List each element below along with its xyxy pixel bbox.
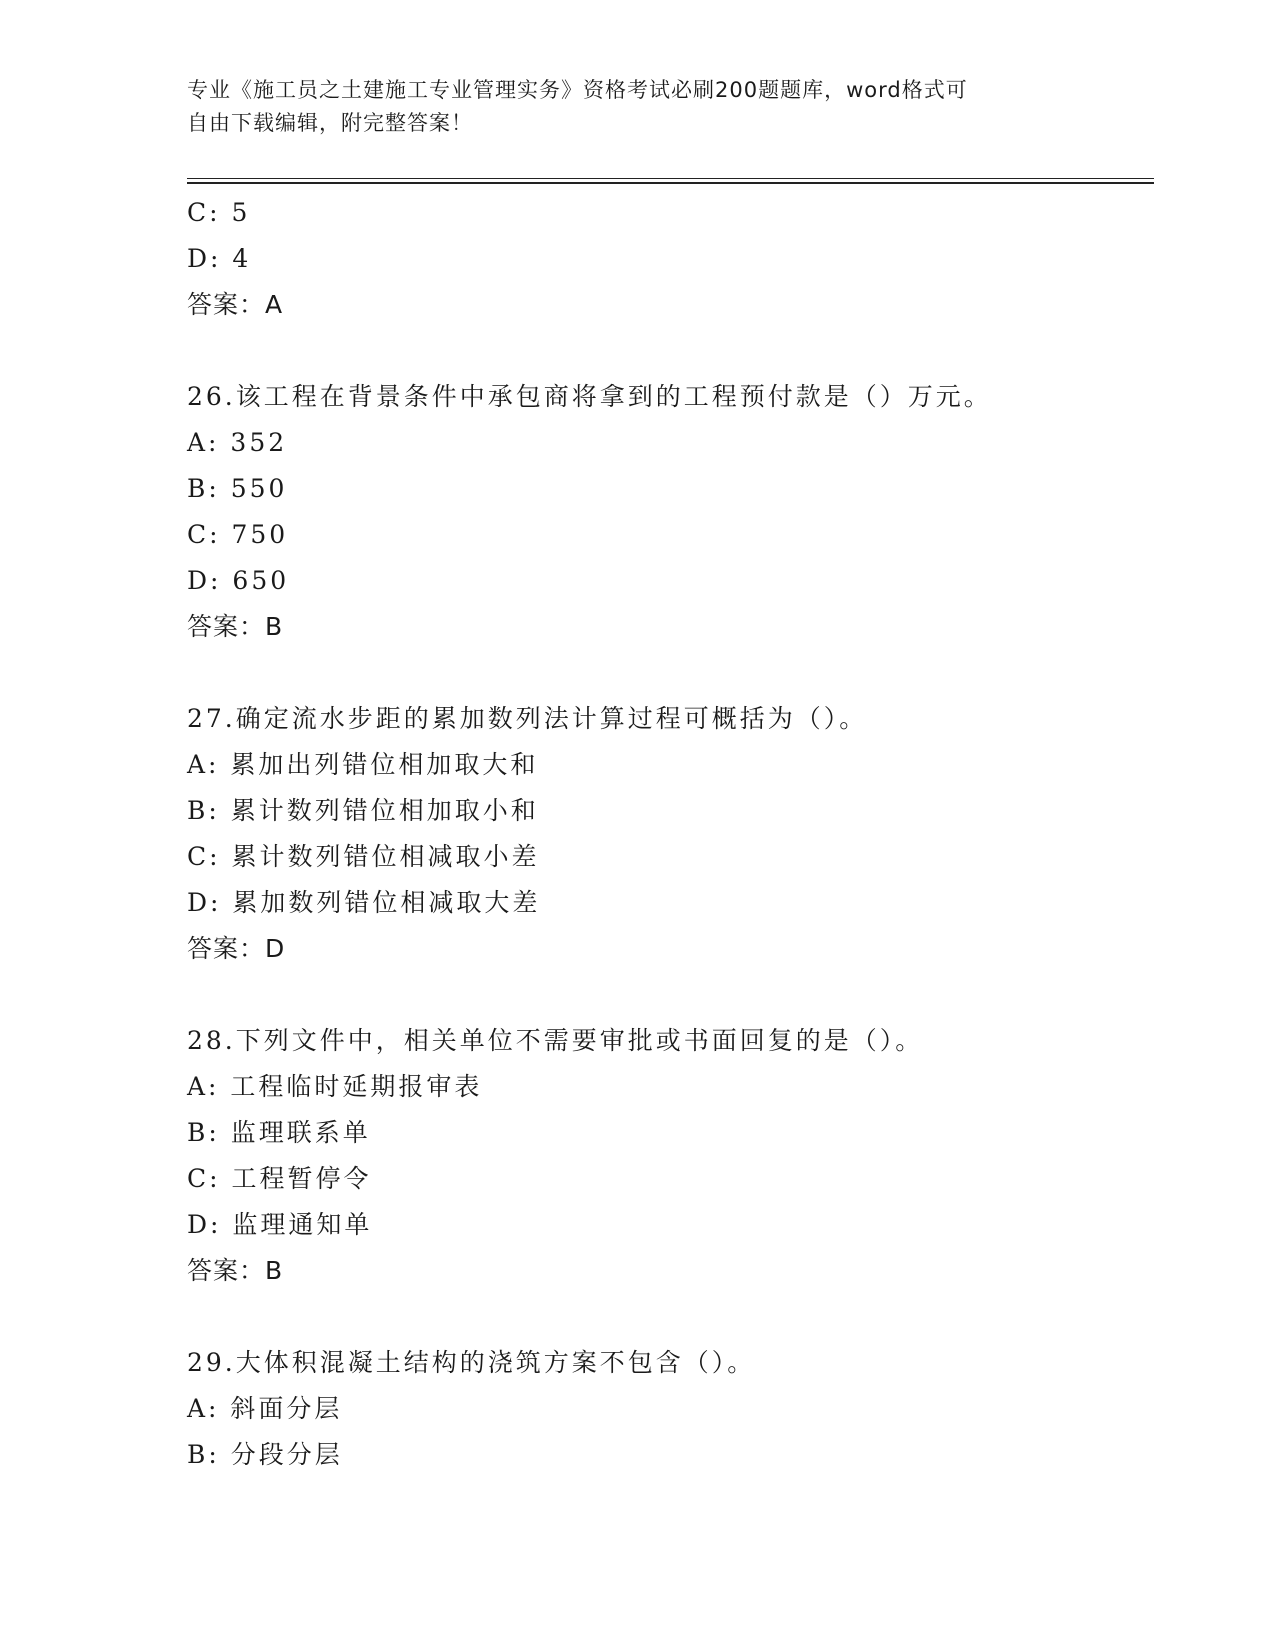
option-a: A: 累加出列错位相加取大和 [187,750,539,779]
option-d: D: 4 [187,244,252,273]
header-line-1: 专业《施工员之土建施工专业管理实务》资格考试必刷200题题库，word格式可 [187,78,968,102]
question-stem: 28.下列文件中，相关单位不需要审批或书面回复的是（）。 [187,1026,924,1055]
question-stem: 29.大体积混凝土结构的浇筑方案不包含（）。 [187,1348,756,1377]
option-c: C: 工程暂停令 [187,1164,372,1193]
question-stem: 27.确定流水步距的累加数列法计算过程可概括为（）。 [187,704,868,733]
option-c: C: 750 [187,520,289,549]
option-d: D: 监理通知单 [187,1210,373,1239]
option-c: C: 5 [187,198,251,227]
option-b: B: 监理联系单 [187,1118,371,1147]
answer-line: 答案：A [187,290,284,319]
question-stem: 26.该工程在背景条件中承包商将拿到的工程预付款是（）万元。 [187,382,992,411]
question-block [187,696,1154,972]
option-a: A: 工程临时延期报审表 [187,1072,483,1101]
header-line-2: 自由下载编辑，附完整答案！ [187,111,473,135]
option-d: D: 累加数列错位相减取大差 [187,888,541,917]
header-divider-thin [187,178,1154,179]
header-divider-thick [187,182,1154,184]
question-block [187,1340,1154,1478]
document-header [187,74,1067,140]
option-b: B: 分段分层 [187,1440,343,1469]
option-a: A: 352 [187,428,288,457]
question-block [187,374,1154,650]
answer-line: 答案：B [187,1256,284,1285]
option-d: D: 650 [187,566,290,595]
option-a: A: 斜面分层 [187,1394,343,1423]
option-c: C: 累计数列错位相减取小差 [187,842,540,871]
option-b: B: 累计数列错位相加取小和 [187,796,539,825]
answer-line: 答案：B [187,612,284,641]
question-list [187,190,1154,1478]
answer-line: 答案：D [187,934,286,963]
question-block [187,1018,1154,1294]
option-b: B: 550 [187,474,288,503]
